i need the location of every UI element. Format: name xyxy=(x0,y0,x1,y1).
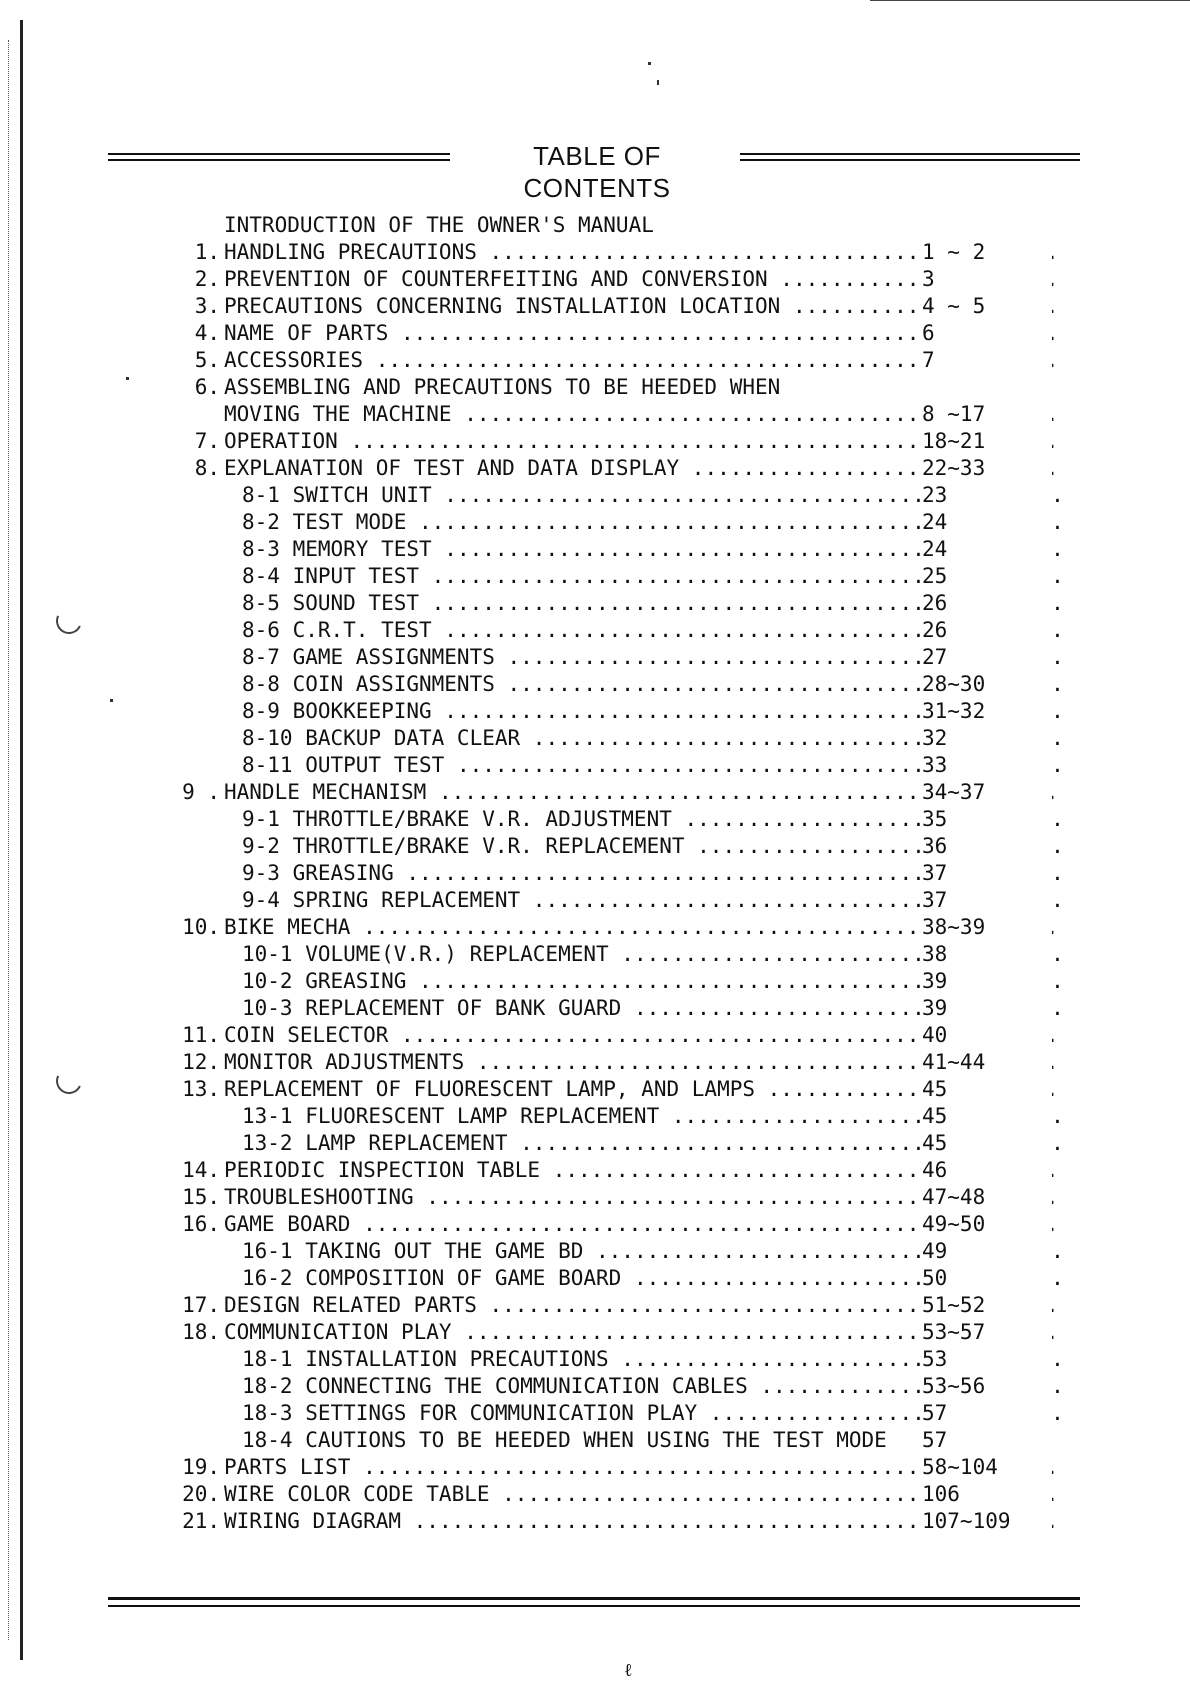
toc-entry-number: 13. xyxy=(182,1077,220,1101)
toc-entry-title: 8-4 INPUT TEST ..... xyxy=(242,563,1062,590)
toc-entry-title: GAME BOARD ..... xyxy=(224,1211,1062,1238)
toc-entry xyxy=(160,1454,1040,1481)
toc-entry-number: 11. xyxy=(182,1023,220,1047)
toc-entry-title: HANDLE MECHANISM ..... xyxy=(224,779,1062,806)
toc-entry-number: 15. xyxy=(182,1185,220,1209)
toc-entry-title: WIRE COLOR CODE TABLE ..... xyxy=(224,1481,1062,1508)
toc-entry-page: 46 xyxy=(922,1157,1052,1184)
toc-entry-title: COMMUNICATION PLAY ..... xyxy=(224,1319,1062,1346)
toc-entry-number: 19. xyxy=(182,1455,220,1479)
toc-entry-page: 38 xyxy=(922,941,1052,968)
toc-entry-page: 49 xyxy=(922,1238,1052,1265)
bottom-rule xyxy=(108,1597,1080,1607)
toc-entry-page: 37 xyxy=(922,887,1052,914)
toc-list xyxy=(160,212,1040,1535)
toc-entry-title: 8-10 BACKUP DATA CLEAR ..... xyxy=(242,725,1062,752)
toc-entry-title: 18-2 CONNECTING THE COMMUNICATION CABLES ..... xyxy=(242,1373,1062,1400)
toc-entry-page: 53~57 xyxy=(922,1319,1052,1346)
toc-entry xyxy=(160,293,1040,320)
toc-entry-title: PERIODIC INSPECTION TABLE ..... xyxy=(224,1157,1062,1184)
toc-entry-page: 24 xyxy=(922,536,1052,563)
toc-entry-number: 7. xyxy=(194,429,220,453)
toc-entry-title: 8-9 BOOKKEEPING ..... xyxy=(242,698,1062,725)
toc-entry-title: MONITOR ADJUSTMENTS ..... xyxy=(224,1049,1062,1076)
toc-entry-title: EXPLANATION OF TEST AND DATA DISPLAY ..... xyxy=(224,455,1062,482)
toc-entry-page: 34~37 xyxy=(922,779,1052,806)
toc-header xyxy=(108,140,1080,203)
toc-entry-title: 9-2 THROTTLE/BRAKE V.R. REPLACEMENT ..... xyxy=(242,833,1062,860)
toc-entry-page: 51~52 xyxy=(922,1292,1052,1319)
toc-entry-title: 10-1 VOLUME(V.R.) REPLACEMENT ..... xyxy=(242,941,1062,968)
toc-entry-page: 23 xyxy=(922,482,1052,509)
toc-entry-title: WIRING DIAGRAM ..... xyxy=(224,1508,1062,1535)
toc-entry xyxy=(160,1049,1040,1076)
toc-entry xyxy=(160,455,1040,482)
toc-entry xyxy=(160,1130,1040,1157)
toc-entry-number: 4. xyxy=(194,321,220,345)
toc-entry-page: 27 xyxy=(922,644,1052,671)
binding-edge xyxy=(20,20,23,1660)
toc-entry xyxy=(160,1265,1040,1292)
toc-entry-page: 107~109 xyxy=(922,1508,1052,1535)
toc-entry xyxy=(160,347,1040,374)
toc-entry-page: 49~50 xyxy=(922,1211,1052,1238)
toc-entry xyxy=(160,671,1040,698)
toc-entry-page: 57 xyxy=(922,1400,1052,1427)
toc-entry xyxy=(160,968,1040,995)
toc-entry-title: PREVENTION OF COUNTERFEITING AND CONVERSION ..... xyxy=(224,266,1062,293)
toc-entry xyxy=(160,1373,1040,1400)
toc-entry-title: 9-1 THROTTLE/BRAKE V.R. ADJUSTMENT ..... xyxy=(242,806,1062,833)
toc-entry xyxy=(160,644,1040,671)
toc-entry-number: 2. xyxy=(194,267,220,291)
toc-entry xyxy=(160,428,1040,455)
toc-entry-page: 53 xyxy=(922,1346,1052,1373)
toc-entry xyxy=(160,995,1040,1022)
toc-entry xyxy=(160,1400,1040,1427)
toc-entry xyxy=(160,536,1040,563)
toc-entry xyxy=(160,590,1040,617)
toc-entry-title: 13-1 FLUORESCENT LAMP REPLACEMENT ..... xyxy=(242,1103,1062,1130)
toc-entry-page: 26 xyxy=(922,590,1052,617)
toc-entry-page: 18~21 xyxy=(922,428,1052,455)
toc-entry-title: 10-3 REPLACEMENT OF BANK GUARD ..... xyxy=(242,995,1062,1022)
toc-entry xyxy=(160,1292,1040,1319)
toc-entry-title: INTRODUCTION OF THE OWNER'S MANUAL xyxy=(224,213,654,237)
toc-entry xyxy=(160,1508,1040,1535)
toc-entry-title: 18-1 INSTALLATION PRECAUTIONS ..... xyxy=(242,1346,1062,1373)
toc-entry-page: 8 ~17 xyxy=(922,401,1052,428)
toc-entry xyxy=(160,1481,1040,1508)
toc-entry-number: 8. xyxy=(194,456,220,480)
toc-entry-page: 38~39 xyxy=(922,914,1052,941)
toc-entry-title: 18-4 CAUTIONS TO BE HEEDED WHEN USING THE TEST MODE xyxy=(242,1428,887,1452)
toc-entry-page: 36 xyxy=(922,833,1052,860)
toc-entry-number: 12. xyxy=(182,1050,220,1074)
toc-entry xyxy=(160,1184,1040,1211)
toc-entry-page: 35 xyxy=(922,806,1052,833)
toc-entry-page: 53~56 xyxy=(922,1373,1052,1400)
toc-entry xyxy=(160,1157,1040,1184)
toc-entry xyxy=(160,1211,1040,1238)
toc-entry-title: ACCESSORIES ..... xyxy=(224,347,1062,374)
toc-entry-title: 13-2 LAMP REPLACEMENT ..... xyxy=(242,1130,1062,1157)
toc-entry-title: 8-8 COIN ASSIGNMENTS ..... xyxy=(242,671,1062,698)
toc-entry xyxy=(160,266,1040,293)
toc-entry xyxy=(160,563,1040,590)
scan-mark xyxy=(52,1064,85,1097)
toc-entry xyxy=(160,239,1040,266)
toc-entry-number: 21. xyxy=(182,1509,220,1533)
toc-entry-page: 31~32 xyxy=(922,698,1052,725)
toc-entry-title: PRECAUTIONS CONCERNING INSTALLATION LOCATION ..... xyxy=(224,293,1062,320)
toc-entry-page: 3 xyxy=(922,266,1052,293)
toc-entry-page: 37 xyxy=(922,860,1052,887)
toc-entry-title: 8-11 OUTPUT TEST ..... xyxy=(242,752,1062,779)
top-edge-line xyxy=(870,0,1190,1)
toc-entry xyxy=(160,833,1040,860)
toc-entry-page: 50 xyxy=(922,1265,1052,1292)
toc-entry xyxy=(160,401,1040,428)
toc-entry-page: 106 xyxy=(922,1481,1052,1508)
toc-entry-number: 16. xyxy=(182,1212,220,1236)
toc-entry-title: OPERATION ..... xyxy=(224,428,1062,455)
toc-entry-title: 8-1 SWITCH UNIT ..... xyxy=(242,482,1062,509)
page-title: TABLE OF CONTENTS xyxy=(523,141,671,203)
toc-entry-page: 7 xyxy=(922,347,1052,374)
toc-entry-page: 47~48 xyxy=(922,1184,1052,1211)
toc-entry-title: PARTS LIST ..... xyxy=(224,1454,1062,1481)
toc-entry xyxy=(160,941,1040,968)
header-rule-right xyxy=(740,153,1080,161)
toc-entry xyxy=(160,1103,1040,1130)
toc-entry xyxy=(160,806,1040,833)
toc-entry-title: NAME OF PARTS ..... xyxy=(224,320,1062,347)
toc-entry-number: 17. xyxy=(182,1293,220,1317)
toc-entry-number: 18. xyxy=(182,1320,220,1344)
toc-entry xyxy=(160,1238,1040,1265)
scan-mark xyxy=(52,604,85,637)
toc-entry-title: 8-7 GAME ASSIGNMENTS ..... xyxy=(242,644,1062,671)
toc-entry-page: 58~104 xyxy=(922,1454,1052,1481)
toc-entry xyxy=(160,779,1040,806)
scan-speck xyxy=(648,62,651,65)
toc-entry xyxy=(160,914,1040,941)
toc-entry-title: 16-1 TAKING OUT THE GAME BD ..... xyxy=(242,1238,1062,1265)
scan-speck xyxy=(126,377,129,380)
toc-entry-page: 6 xyxy=(922,320,1052,347)
toc-entry xyxy=(160,1319,1040,1346)
toc-entry-page: 41~44 xyxy=(922,1049,1052,1076)
scan-speck xyxy=(657,80,659,85)
toc-entry-title: 9-3 GREASING ..... xyxy=(242,860,1062,887)
toc-entry-title: 8-3 MEMORY TEST ..... xyxy=(242,536,1062,563)
toc-entry-page: 45 xyxy=(922,1103,1052,1130)
toc-entry-title: COIN SELECTOR ..... xyxy=(224,1022,1062,1049)
toc-entry-page: 32 xyxy=(922,725,1052,752)
toc-entry-page: 39 xyxy=(922,968,1052,995)
toc-entry-title: 9-4 SPRING REPLACEMENT ..... xyxy=(242,887,1062,914)
toc-entry-page: 39 xyxy=(922,995,1052,1022)
toc-entry-page: 40 xyxy=(922,1022,1052,1049)
toc-entry-page: 33 xyxy=(922,752,1052,779)
toc-entry-title: MOVING THE MACHINE ..... xyxy=(224,401,1062,428)
toc-entry-page: 22~33 xyxy=(922,455,1052,482)
toc-entry-title: TROUBLESHOOTING ..... xyxy=(224,1184,1062,1211)
toc-entry xyxy=(160,1076,1040,1103)
toc-entry-number: 9 . xyxy=(182,780,220,804)
toc-entry-title: ASSEMBLING AND PRECAUTIONS TO BE HEEDED WHEN xyxy=(224,375,781,399)
toc-entry-page: 45 xyxy=(922,1130,1052,1157)
toc-entry xyxy=(160,212,1040,239)
toc-entry xyxy=(160,887,1040,914)
toc-entry-number: 1. xyxy=(194,240,220,264)
toc-entry-title: REPLACEMENT OF FLUORESCENT LAMP, AND LAMPS ..... xyxy=(224,1076,1062,1103)
toc-entry-page: 26 xyxy=(922,617,1052,644)
toc-entry xyxy=(160,725,1040,752)
page-mark: ℓ xyxy=(624,1660,633,1680)
toc-entry xyxy=(160,752,1040,779)
toc-entry xyxy=(160,1346,1040,1373)
toc-entry xyxy=(160,509,1040,536)
toc-entry xyxy=(160,1427,1040,1454)
toc-entry-page: 1 ~ 2 xyxy=(922,239,1052,266)
toc-entry xyxy=(160,860,1040,887)
toc-entry-page: 25 xyxy=(922,563,1052,590)
toc-entry-title: 8-6 C.R.T. TEST ..... xyxy=(242,617,1062,644)
toc-entry xyxy=(160,374,1040,401)
toc-entry xyxy=(160,1022,1040,1049)
toc-entry-title: HANDLING PRECAUTIONS ..... xyxy=(224,239,1062,266)
toc-entry-page: 4 ~ 5 xyxy=(922,293,1052,320)
toc-entry-number: 6. xyxy=(194,375,220,399)
toc-entry-title: 18-3 SETTINGS FOR COMMUNICATION PLAY ..... xyxy=(242,1400,1062,1427)
toc-entry-title: 8-5 SOUND TEST ..... xyxy=(242,590,1062,617)
binding-perforation xyxy=(8,40,9,1640)
toc-entry-page: 45 xyxy=(922,1076,1052,1103)
toc-entry-number: 20. xyxy=(182,1482,220,1506)
toc-entry-number: 3. xyxy=(194,294,220,318)
toc-entry-page: 57 xyxy=(922,1427,1052,1454)
toc-entry-title: 10-2 GREASING ..... xyxy=(242,968,1062,995)
toc-entry-page: 28~30 xyxy=(922,671,1052,698)
toc-entry-title: BIKE MECHA ..... xyxy=(224,914,1062,941)
toc-entry-title: 8-2 TEST MODE ..... xyxy=(242,509,1062,536)
toc-entry-title: 16-2 COMPOSITION OF GAME BOARD ..... xyxy=(242,1265,1062,1292)
header-rule-left xyxy=(108,153,450,161)
toc-entry-title: DESIGN RELATED PARTS ..... xyxy=(224,1292,1062,1319)
toc-entry-number: 14. xyxy=(182,1158,220,1182)
toc-entry xyxy=(160,320,1040,347)
toc-entry-number: 10. xyxy=(182,915,220,939)
toc-entry xyxy=(160,698,1040,725)
toc-entry-number: 5. xyxy=(194,348,220,372)
toc-entry xyxy=(160,617,1040,644)
toc-entry-page: 24 xyxy=(922,509,1052,536)
toc-entry xyxy=(160,482,1040,509)
scan-speck xyxy=(110,699,113,702)
